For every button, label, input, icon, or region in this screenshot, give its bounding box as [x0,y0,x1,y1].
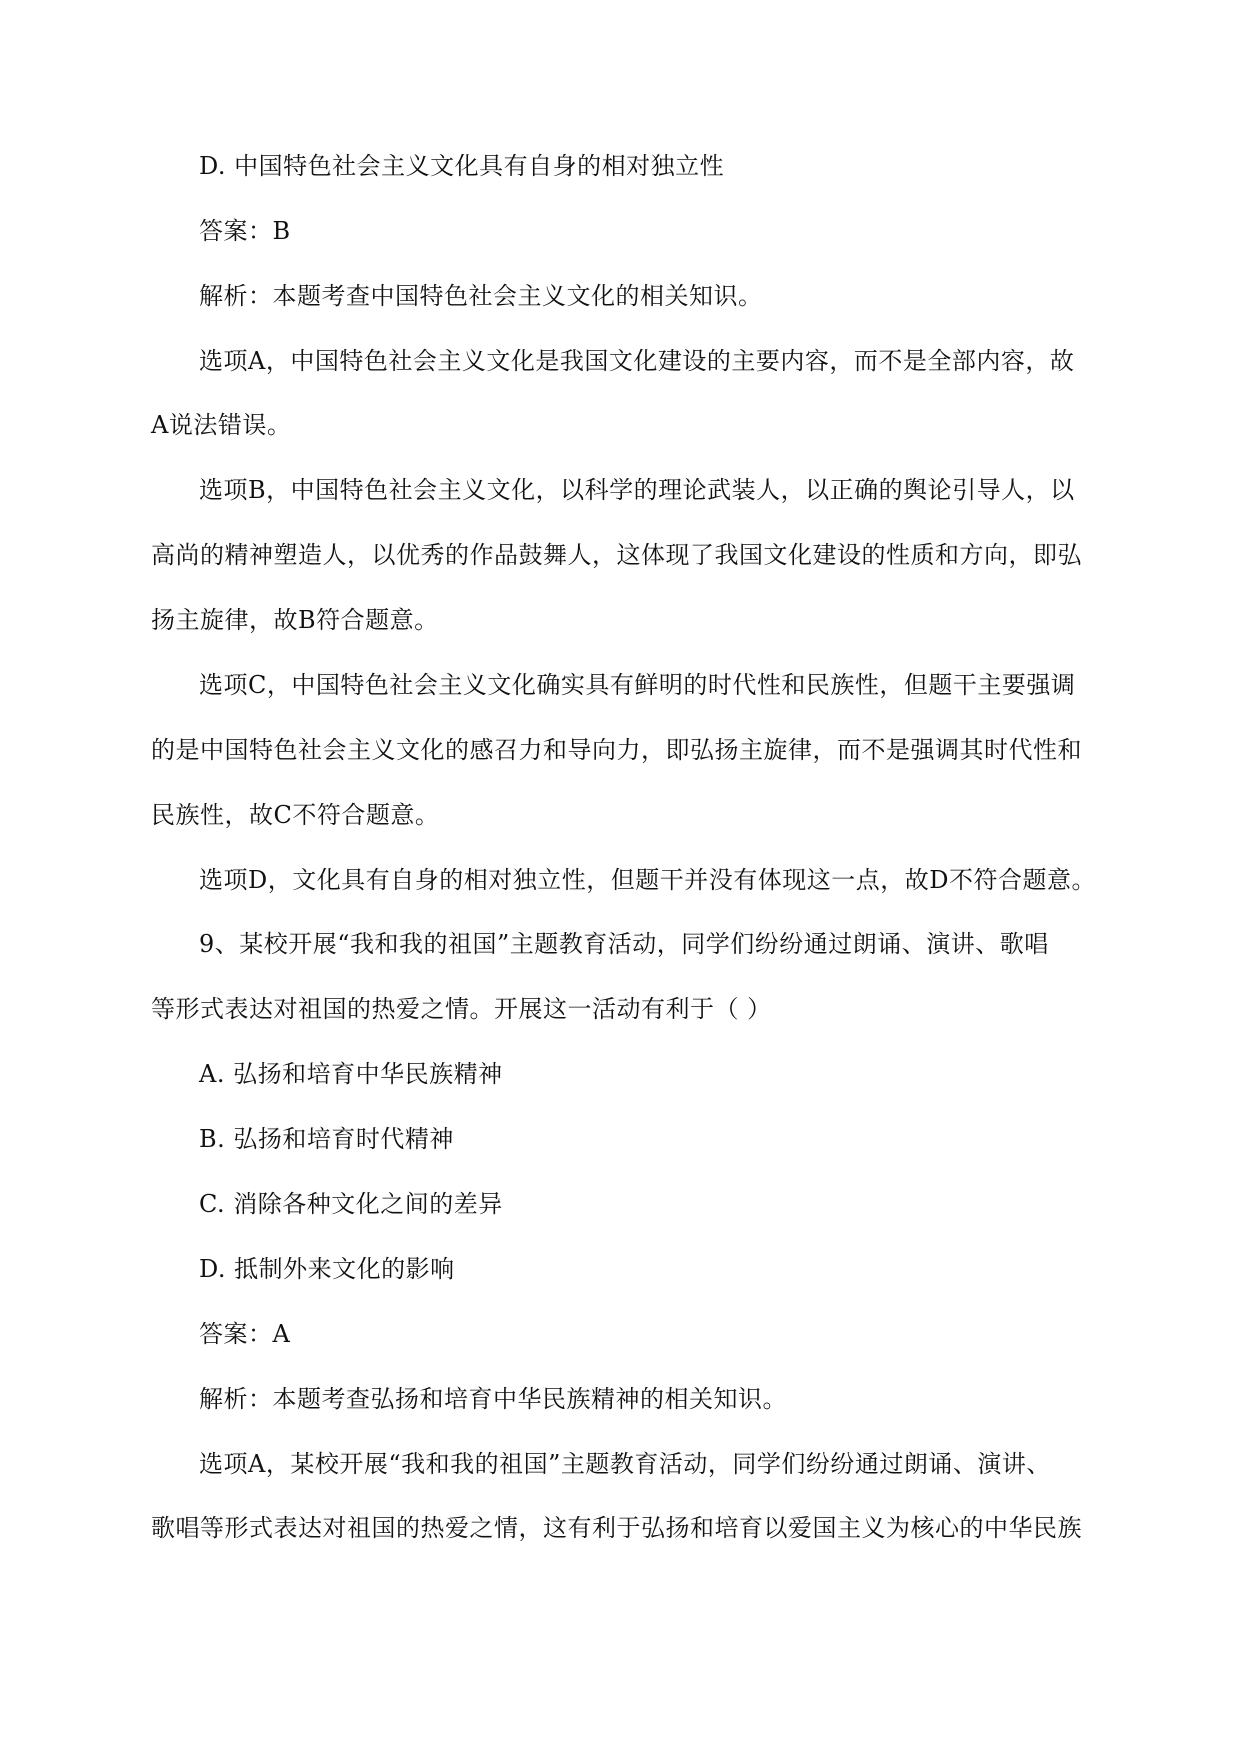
paragraph-line: 高尚的精神塑造人，以优秀的作品鼓舞人，这体现了我国文化建设的性质和方向，即弘 [151,541,1082,569]
paragraph-line: 扬主旋律，故B符合题意。 [151,606,439,634]
analysis-line: 解析：本题考查中国特色社会主义文化的相关知识。 [199,282,763,310]
paragraph-line: 歌唱等形式表达对祖国的热爱之情，这有利于弘扬和培育以爱国主义为核心的中华民族 [151,1514,1082,1542]
option-a-line: A. 弘扬和培育中华民族精神 [199,1060,503,1088]
option-b-line: B. 弘扬和培育时代精神 [199,1125,454,1153]
paragraph-line: 选项B，中国特色社会主义文化，以科学的理论武装人，以正确的舆论引导人，以 [199,476,1075,504]
option-d-line: D. 中国特色社会主义文化具有自身的相对独立性 [199,152,725,180]
paragraph-line: A说法错误。 [151,411,292,439]
answer-line: 答案：A [199,1320,291,1348]
paragraph-line: 的是中国特色社会主义文化的感召力和导向力，即弘扬主旋律，而不是强调其时代性和 [151,736,1082,764]
analysis-line: 解析：本题考查弘扬和培育中华民族精神的相关知识。 [199,1385,787,1413]
option-c-line: C. 消除各种文化之间的差异 [199,1190,503,1218]
option-d-line: D. 抵制外来文化的影响 [199,1255,455,1283]
paragraph-line: 选项D，文化具有自身的相对独立性，但题干并没有体现这一点，故D不符合题意。 [199,866,1096,894]
question-line: 9、某校开展“我和我的祖国”主题教育活动，同学们纷纷通过朗诵、演讲、歌唱 [199,930,1049,958]
paragraph-line: 选项C，中国特色社会主义文化确实具有鲜明的时代性和民族性，但题干主要强调 [199,671,1076,699]
paragraph-line: 民族性，故C不符合题意。 [151,801,440,829]
answer-line: 答案：B [199,217,291,245]
paragraph-line: 选项A，中国特色社会主义文化是我国文化建设的主要内容，而不是全部内容，故 [199,347,1075,375]
paragraph-line: 选项A，某校开展“我和我的祖国”主题教育活动，同学们纷纷通过朗诵、演讲、 [199,1450,1051,1478]
question-line: 等形式表达对祖国的热爱之情。开展这一活动有利于（ ） [151,995,772,1023]
